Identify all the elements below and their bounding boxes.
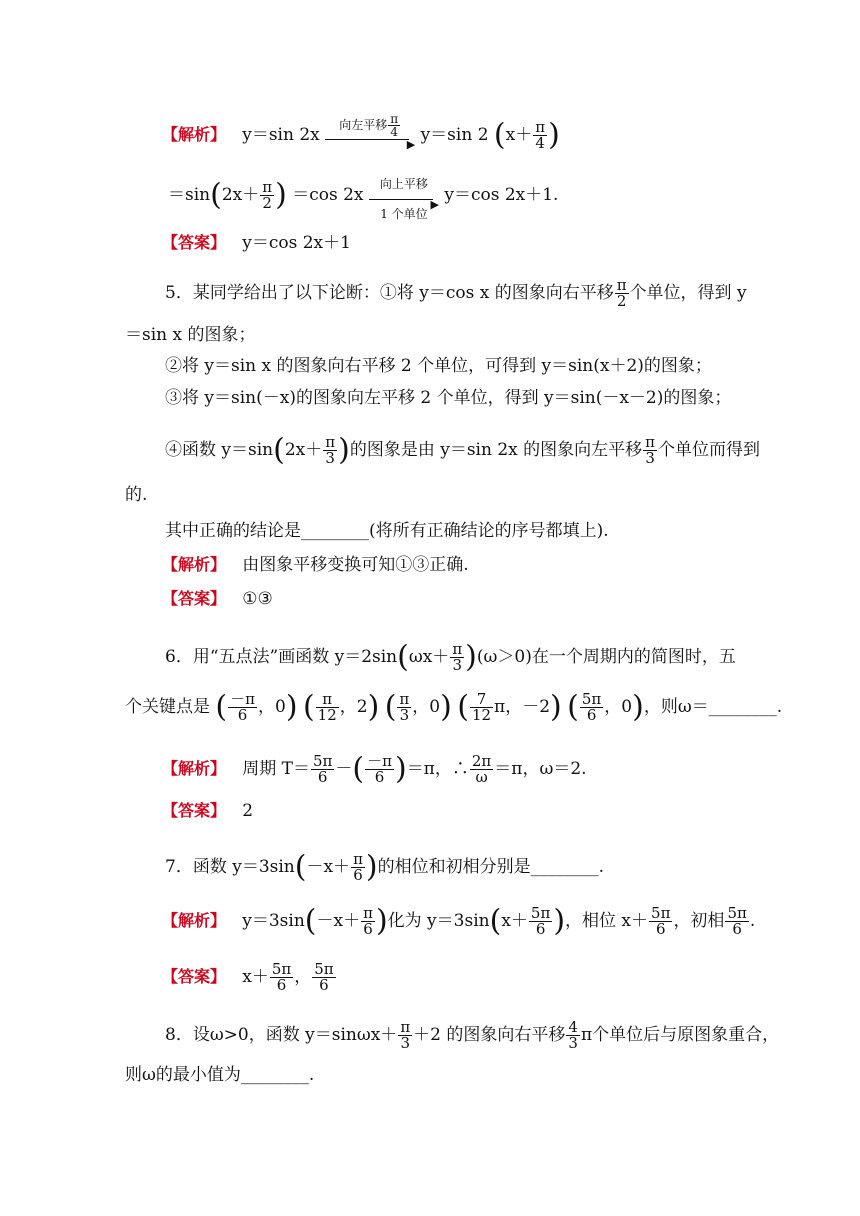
- fraction: $\frac{-\pi}{6}$: [367, 752, 392, 786]
- fraction: $\frac{7}{12}$: [471, 690, 492, 724]
- jiexi-tag: 【解析】: [162, 759, 227, 778]
- fraction: $\frac{5\pi}{6}$: [271, 960, 292, 994]
- q6-answer: 【答案】 2: [162, 801, 254, 821]
- shift-arrow: 向上平移 ▶ 1 个单位: [369, 185, 439, 207]
- jiexi-tag: 【解析】: [162, 911, 227, 930]
- fraction: $\frac{5\pi}{6}$: [651, 904, 671, 938]
- q8-line-1: 8．设ω>0，函数 y＝sinωx＋ $\frac{\pi}{3}$ ＋2 的图象向右平移 $\frac{4}{3}$ π个单位后与原图象重合，: [165, 1018, 780, 1052]
- fraction: $\frac{\pi}{2}$: [262, 178, 273, 212]
- expr: x＋: [505, 125, 533, 145]
- q7-solution: 【解析】 y＝3sin(－x＋ $\frac{\pi}{6}$ )化为 y＝3sin(x＋ $\frac{5\pi}{6}$ )，相位 x＋ $\frac{5\pi}{6}$ ，初相 $\frac{5\pi}{6}$ .: [162, 903, 756, 939]
- daan-tag: 【答案】: [162, 589, 227, 608]
- q6-solution: 【解析】 周期 T＝ $\frac{5\pi}{6}$ －( $\frac{-\pi}{6}$ )＝π，∴ $\frac{2\pi}{\omega}$ ＝π，ω＝2.: [162, 751, 587, 787]
- arrow-label: 向左平移 $\frac{\pi}{4}$: [339, 111, 399, 139]
- q7-line-1: 7．函数 y＝3sin(－x＋ $\frac{\pi}{6}$ )的相位和初相分别是________.: [165, 849, 605, 885]
- expr: ＝cos 2x: [292, 185, 364, 205]
- q5-solution: 【解析】 由图象平移变换可知①③正确.: [162, 555, 469, 575]
- daan-tag: 【答案】: [162, 801, 227, 820]
- q5-answer: 【答案】 ①③: [162, 589, 273, 609]
- jiexi-tag: 【解析】: [162, 555, 227, 574]
- fraction: $\frac{4}{3}$: [568, 1018, 578, 1052]
- fraction: $\frac{\pi}{3}$: [452, 640, 463, 674]
- q5-line-4: ③将 y＝sin(－x)的图象向左平移 2 个单位，得到 y＝sin(－x－2)的图象；: [165, 388, 732, 408]
- fraction: $\frac{\pi}{2}$: [616, 276, 627, 310]
- solution-line-1: 【解析】 y＝sin 2x 向左平移 $\frac{\pi}{4}$ ▶ y＝sin 2 (x＋ $\frac{\pi}{4}$ ): [162, 111, 560, 153]
- fraction: $\frac{\pi}{12}$: [317, 690, 337, 724]
- fraction: $\frac{\pi}{4}$: [535, 118, 546, 152]
- q6-line-1: 6．用“五点法”画函数 y＝2sin(ωx＋ $\frac{\pi}{3}$ )(ω＞0)在一个周期内的简图时，五: [165, 639, 736, 675]
- q5-line-3: ②将 y＝sin x 的图象向右平移 2 个单位，可得到 y＝sin(x＋2)的图象；: [165, 356, 712, 376]
- fraction: $\frac{5\pi}{6}$: [581, 690, 602, 724]
- answer-text: y＝cos 2x＋1: [242, 233, 351, 253]
- q5-line-1: 5．某同学给出了以下论断：①将 y＝cos x 的图象向右平移 $\frac{\pi}{2}$ 个单位，得到 y: [165, 276, 747, 310]
- q7-answer: 【答案】 x＋ $\frac{5\pi}{6}$ ， $\frac{5\pi}{6}$: [162, 960, 334, 994]
- fraction: $\frac{5\pi}{6}$: [312, 752, 333, 786]
- expr: y＝sin 2: [420, 125, 489, 145]
- expr: 2x＋: [221, 185, 260, 205]
- daan-tag: 【答案】: [162, 233, 227, 252]
- fraction: $\frac{2\pi}{\omega}$: [471, 752, 492, 786]
- q5-line-7: 其中正确的结论是________(将所有正确结论的序号都填上).: [165, 521, 609, 541]
- shift-arrow: 向左平移 $\frac{\pi}{4}$ ▶: [325, 125, 415, 147]
- expr: ＝sin: [168, 185, 211, 205]
- fraction: $\frac{5\pi}{6}$: [530, 904, 551, 938]
- q6-line-2: 个关键点是 ( $\frac{-\pi}{6}$ ，0) ( $\frac{\pi}{12}$ ，2) ( $\frac{\pi}{3}$ ，0) ( $\frac{7}{12}$ π，－2) ( $\frac{5\pi}{6}$ ，0)，则ω＝________.: [125, 689, 783, 725]
- fraction: $\frac{5\pi}{6}$: [314, 960, 334, 994]
- fraction: $\frac{\pi}{6}$: [353, 850, 363, 884]
- solution-line-2: ＝sin(2x＋ $\frac{\pi}{2}$ ) ＝cos 2x 向上平移 ▶ 1 个单位 y＝cos 2x＋1.: [168, 176, 559, 221]
- q8-line-2: 则ω的最小值为________.: [125, 1065, 315, 1085]
- fraction: $\frac{-\pi}{6}$: [230, 690, 255, 724]
- fraction: $\frac{\pi}{3}$: [400, 1018, 411, 1052]
- q5-line-5: ④函数 y＝sin(2x＋ $\frac{\pi}{3}$ )的图象是由 y＝sin 2x 的图象向左平移 $\frac{\pi}{3}$ 个单位而得到: [165, 432, 761, 468]
- fraction: $\frac{\pi}{3}$: [645, 433, 656, 467]
- q5-line-2: ＝sin x 的图象；: [125, 325, 256, 345]
- fraction: $\frac{5\pi}{6}$: [727, 904, 747, 938]
- daan-tag: 【答案】: [162, 967, 227, 986]
- fraction: $\frac{\pi}{3}$: [325, 433, 336, 467]
- expr: y＝cos 2x＋1.: [444, 185, 559, 205]
- fraction: $\frac{\pi}{6}$: [363, 904, 373, 938]
- fraction: $\frac{\pi}{3}$: [399, 690, 410, 724]
- jiexi-tag: 【解析】: [162, 125, 227, 144]
- answer-line: [162, 232, 351, 254]
- q5-line-6: 的.: [125, 485, 148, 505]
- expr: y＝sin 2x: [242, 125, 320, 145]
